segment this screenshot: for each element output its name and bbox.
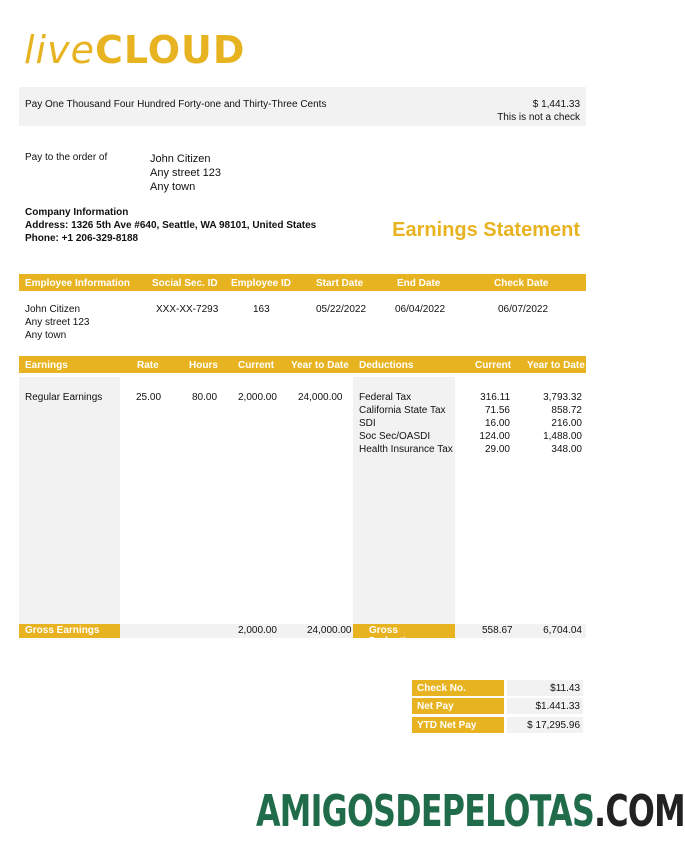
header-end-date: End Date — [397, 278, 441, 289]
payee-block — [150, 152, 221, 194]
header-employee-id: Employee ID — [231, 278, 292, 289]
gross-deductions-current: 558.67 — [482, 625, 513, 636]
header-social-sec-id: Social Sec. ID — [152, 278, 218, 289]
employee-id: 163 — [253, 304, 270, 315]
net-pay-label: Net Pay — [417, 701, 454, 712]
company-heading: Company Information — [25, 207, 129, 218]
gross-earnings-label-cell — [19, 624, 120, 638]
deduction-ytd: 3,793.32 — [543, 392, 582, 403]
ytd-net-pay-label: YTD Net Pay — [417, 720, 477, 731]
header-employee-information: Employee Information — [25, 278, 131, 289]
deduction-ytd: 348.00 — [551, 444, 582, 455]
gross-earnings-current: 2,000.00 — [238, 625, 277, 636]
net-pay-value-cell — [507, 698, 583, 714]
deduction-label: SDI — [359, 418, 376, 429]
deductions-rows — [353, 377, 586, 624]
watermark — [256, 786, 685, 837]
header-current: Current — [238, 360, 275, 371]
deduction-label: Soc Sec/OASDI — [359, 431, 431, 442]
employee-table-row — [19, 291, 586, 351]
gross-earnings-values — [120, 624, 353, 638]
watermark-name: AMIGOSDEPELOTAS — [256, 786, 595, 837]
header-hours: Hours — [189, 360, 218, 371]
header-year-to-date: Year to Date — [291, 360, 349, 371]
deduction-current: 124.00 — [479, 431, 510, 442]
employee-ssn: XXX-XX-7293 — [156, 304, 219, 315]
net-pay-value: $1.441.33 — [535, 701, 580, 712]
watermark-tld: .COM — [594, 786, 685, 837]
gross-earnings-ytd: 24,000.00 — [307, 625, 352, 636]
gross-deductions-label-cell — [353, 624, 455, 647]
employee-table-header — [19, 274, 586, 291]
header-check-date: Check Date — [494, 278, 549, 289]
deduction-current: 71.56 — [484, 405, 510, 416]
earnings-row-rate: 25.00 — [136, 392, 162, 403]
earnings-row-current: 2,000.00 — [238, 392, 277, 403]
pay-to-order-label: Pay to the order of — [25, 152, 108, 163]
check-amount: $ 1,441.33 — [532, 99, 580, 110]
start-date: 05/22/2022 — [316, 304, 367, 315]
header-start-date: Start Date — [316, 278, 364, 289]
end-date: 06/04/2022 — [395, 304, 446, 315]
deduction-ytd: 1,488.00 — [543, 431, 582, 442]
check-date: 06/07/2022 — [498, 304, 549, 315]
deduction-current: 16.00 — [484, 418, 510, 429]
company-phone: Phone: +1 206-329-8188 — [25, 233, 139, 244]
earnings-row-ytd: 24,000.00 — [298, 392, 343, 403]
company-info — [25, 206, 316, 245]
deduction-ytd: 216.00 — [551, 418, 582, 429]
deduction-ytd: 858.72 — [551, 405, 582, 416]
ytd-net-pay-label-cell — [412, 717, 504, 733]
deduction-current: 316.11 — [480, 392, 510, 403]
deduction-label: Federal Tax — [359, 392, 412, 403]
deduction-current: 29.00 — [484, 444, 510, 455]
logo-part-live: live — [24, 28, 95, 72]
earnings-row-label: Regular Earnings — [25, 392, 103, 403]
amount-in-words: Pay One Thousand Four Hundred Forty-one and Thirty-Three Cents — [25, 99, 327, 110]
header-earnings: Earnings — [25, 360, 68, 371]
deduction-label: California State Tax — [359, 405, 446, 416]
earnings-table-header — [19, 356, 586, 373]
net-pay-label-cell — [412, 698, 504, 714]
header-deductions: Deductions — [359, 360, 414, 371]
gross-earnings-label: Gross Earnings — [25, 625, 100, 636]
check-no-value-cell — [507, 680, 583, 696]
payee-town: Any town — [150, 181, 196, 193]
gross-deductions-label: Gross Deductions — [369, 625, 424, 647]
ytd-net-pay-value: $ 17,295.96 — [527, 720, 580, 731]
deduction-label: Health Insurance Tax — [359, 444, 453, 455]
header-deductions-current: Current — [475, 360, 512, 371]
statement-title: Earnings Statement — [392, 219, 580, 241]
company-logo — [24, 28, 245, 72]
logo-part-cloud: CLOUD — [94, 28, 246, 72]
gross-deductions-values — [455, 624, 586, 638]
employee-name: John Citizen — [25, 304, 81, 315]
check-amount-band — [19, 87, 586, 126]
check-no-label: Check No. — [417, 683, 466, 694]
header-deductions-ytd: Year to Date — [527, 360, 585, 371]
employee-street: Any street 123 — [25, 317, 90, 328]
header-rate: Rate — [137, 360, 159, 371]
payee-name: John Citizen — [150, 153, 211, 165]
not-a-check-note: This is not a check — [497, 112, 580, 123]
earnings-row-hours: 80.00 — [192, 392, 218, 403]
gross-deductions-ytd: 6,704.04 — [543, 625, 582, 636]
check-no-label-cell — [412, 680, 504, 696]
ytd-net-pay-value-cell — [507, 717, 583, 733]
earnings-rows — [19, 377, 353, 624]
employee-town: Any town — [25, 330, 67, 341]
payee-street: Any street 123 — [150, 167, 221, 179]
check-no-value: $11.43 — [550, 683, 580, 694]
company-address: Address: 1326 5th Ave #640, Seattle, WA 98101, United States — [25, 220, 317, 231]
